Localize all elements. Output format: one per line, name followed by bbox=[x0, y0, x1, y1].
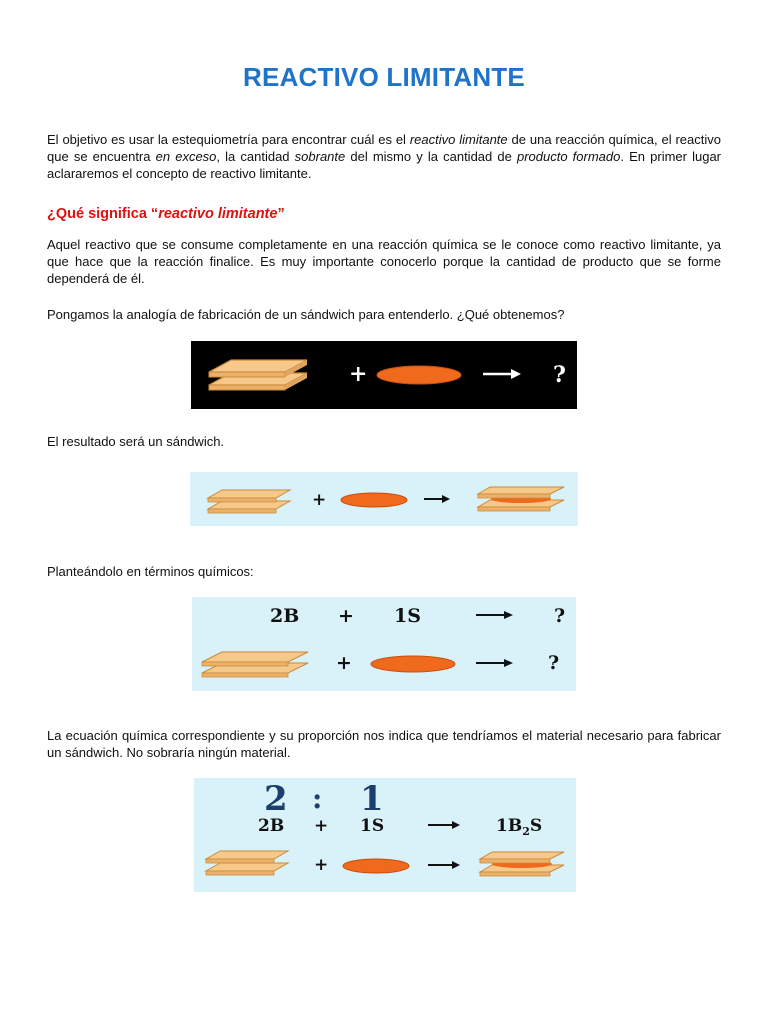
figure-ratio-equation bbox=[194, 778, 576, 892]
plus-sign: + bbox=[349, 361, 368, 387]
question-mark: ? bbox=[548, 652, 560, 674]
figure-bread-plus-filling-question bbox=[191, 341, 577, 409]
result-paragraph: El resultado será un sándwich. bbox=[47, 434, 225, 449]
plus-sign: + bbox=[312, 490, 327, 510]
question-mark: ? bbox=[554, 605, 566, 627]
plus-sign: + bbox=[338, 605, 354, 627]
figure-chemical-terms bbox=[192, 597, 576, 691]
ratio-left: 2 bbox=[264, 779, 288, 819]
filling-icon bbox=[343, 859, 409, 873]
filling-icon bbox=[377, 366, 461, 384]
reactant-2b: 2B bbox=[258, 816, 285, 836]
reactant-2b: 2B bbox=[270, 605, 300, 627]
definition-paragraph: Aquel reactivo que se consume completamente en una reacción química se le conoce como reactivo limitante, ya que hace que la reacción finalice. Es muy importante conocerlo porque la cantidad de producto que se forme dependerá de él. bbox=[47, 237, 721, 286]
ratio-right: 1 bbox=[360, 779, 384, 819]
plus-sign: + bbox=[314, 816, 329, 836]
chemical-terms-paragraph: Planteándolo en términos químicos: bbox=[47, 564, 254, 579]
intro-paragraph: El objetivo es usar la estequiometría para encontrar cuál es el reactivo limitante de una reacción química, el reactivo que se encuentra en exceso, la cantidad sobrante del mismo y la cantidad de producto formado. En primer lugar aclararemos el concepto de reactivo limitante. bbox=[47, 132, 721, 181]
section-heading: ¿Qué significa “reactivo limitante” bbox=[47, 206, 285, 222]
analogy-paragraph: Pongamos la analogía de fabricación de un sándwich para entenderlo. ¿Qué obtenemos? bbox=[47, 307, 565, 322]
filling-icon bbox=[341, 493, 407, 507]
question-mark: ? bbox=[553, 362, 566, 388]
plus-sign: + bbox=[314, 855, 329, 875]
reactant-1s: 1S bbox=[394, 605, 421, 627]
reactant-1s: 1S bbox=[360, 816, 385, 836]
product-formula: $1B_2S$ bbox=[496, 816, 543, 838]
filling-icon bbox=[371, 656, 455, 672]
ratio-colon: : bbox=[312, 782, 323, 815]
figure-bread-plus-filling-sandwich bbox=[190, 472, 578, 526]
plus-sign: + bbox=[336, 652, 352, 674]
conclusion-paragraph: La ecuación química correspondiente y su proporción nos indica que tendríamos el material necesario para fabricar un sándwich. No sobraría ningún material. bbox=[47, 728, 721, 760]
page-title: REACTIVO LIMITANTE bbox=[243, 62, 525, 92]
bread-slices-icon bbox=[209, 360, 307, 390]
